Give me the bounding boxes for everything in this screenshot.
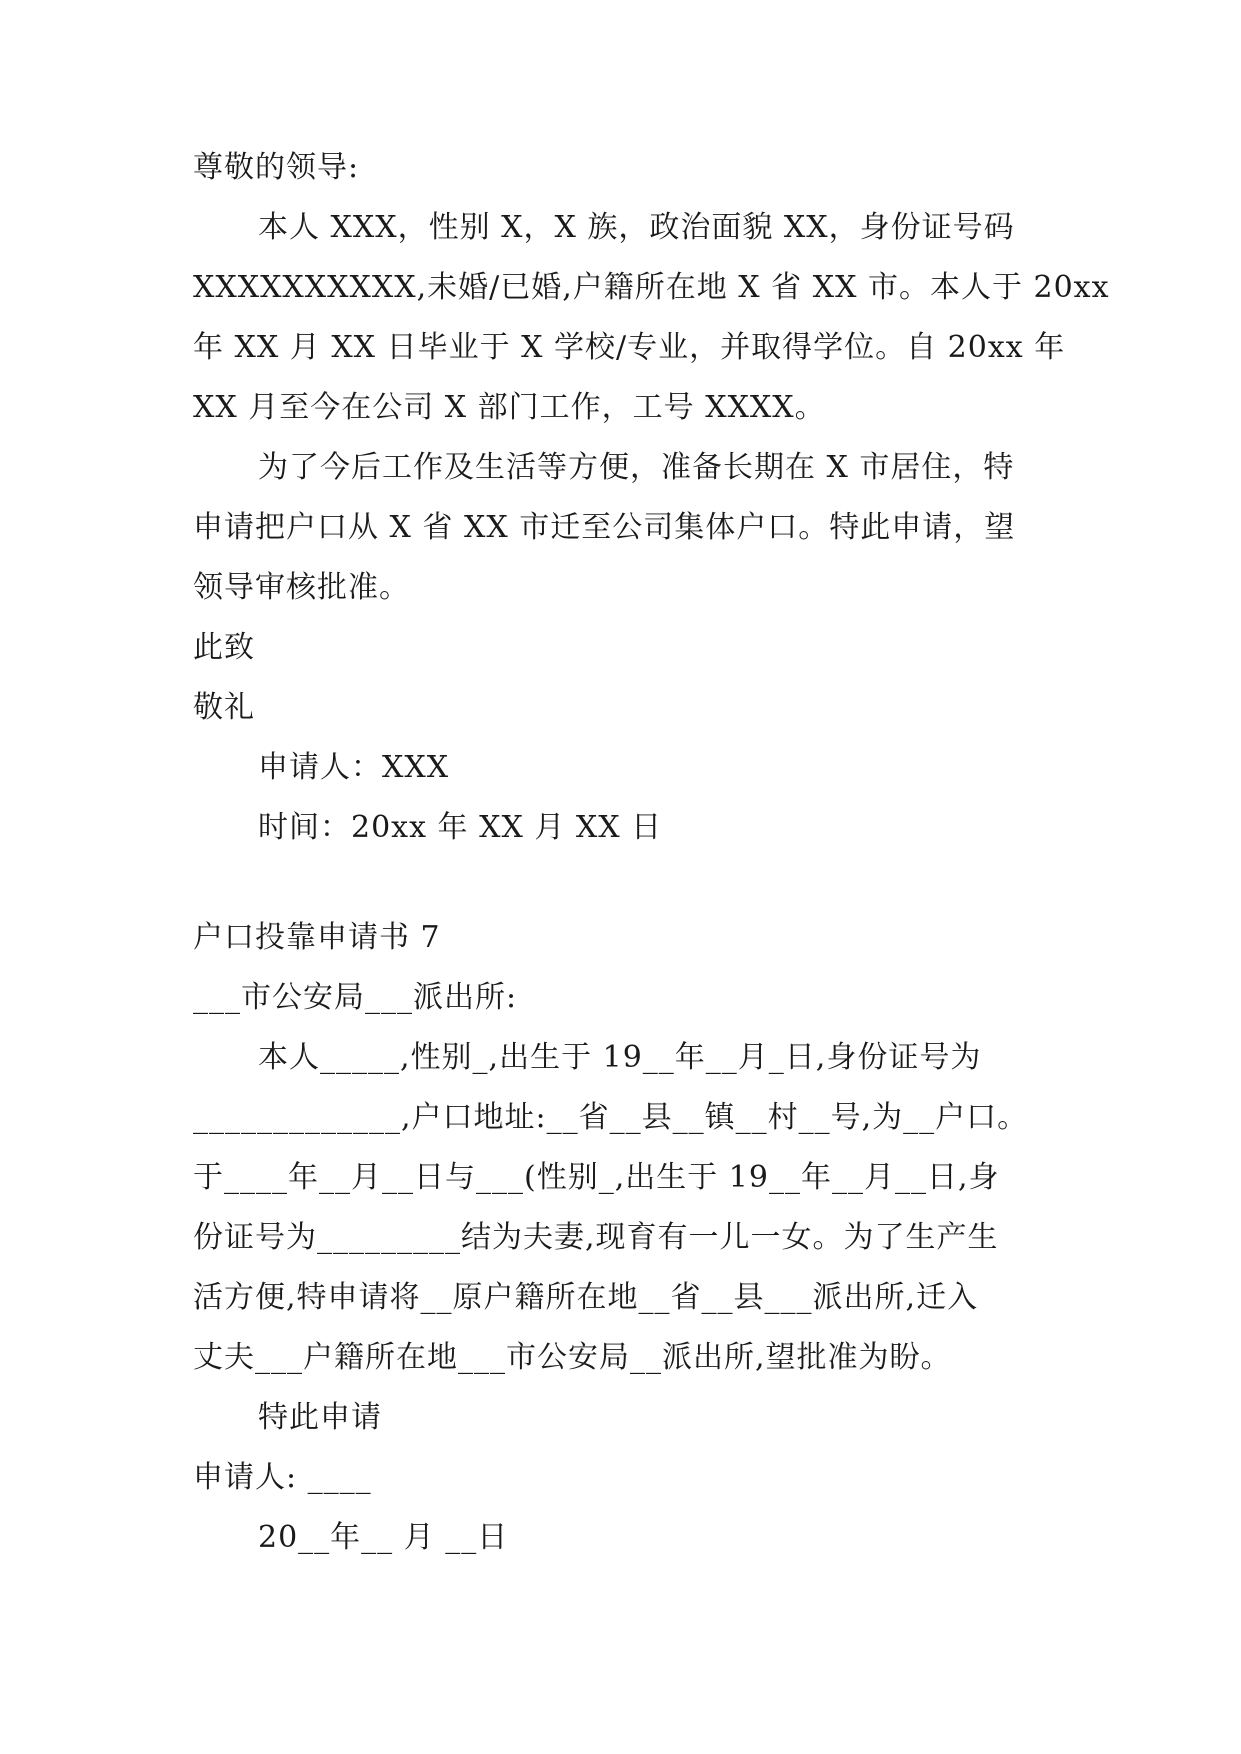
closing-line: 特此申请 — [258, 1400, 382, 1435]
applicant-line: 申请人: ____ — [193, 1460, 372, 1495]
closing-line: 此致 — [193, 630, 255, 665]
paragraph-line: _____________,户口地址:__省__县__镇__村__号,为__户口。 — [193, 1100, 1029, 1135]
applicant-line: 申请人：XXX — [258, 750, 450, 785]
addressee: ___市公安局___派出所: — [193, 980, 518, 1015]
date-line: 20__年__ 月 __日 — [258, 1520, 509, 1555]
closing-line: 敬礼 — [193, 690, 255, 725]
paragraph-line: XXXXXXXXXX,未婚/已婚,户籍所在地 X 省 XX 市。本人于 20xx — [193, 270, 1110, 305]
paragraph-line: 于____年__月__日与___(性别_,出生于 19__年__月__日,身 — [193, 1160, 1000, 1195]
date-line: 时间：20xx 年 XX 月 XX 日 — [258, 810, 663, 845]
paragraph-line: 本人_____,性别_,出生于 19__年__月_日,身份证号为 — [258, 1040, 982, 1075]
paragraph-line: 为了今后工作及生活等方便，准备长期在 X 市居住，特 — [258, 450, 1015, 485]
paragraph-line: 活方便,特申请将__原户籍所在地__省__县___派出所,迁入 — [193, 1280, 979, 1315]
paragraph-line: XX 月至今在公司 X 部门工作，工号 XXXX。 — [193, 390, 826, 425]
salutation: 尊敬的领导: — [193, 150, 360, 185]
paragraph-line: 年 XX 月 XX 日毕业于 X 学校/专业，并取得学位。自 20xx 年 — [193, 330, 1066, 365]
paragraph-line: 份证号为_________结为夫妻,现育有一儿一女。为了生产生 — [193, 1220, 999, 1255]
paragraph-line: 本人 XXX，性别 X，X 族，政治面貌 XX，身份证号码 — [258, 210, 1015, 245]
paragraph-line: 领导审核批准。 — [193, 570, 410, 605]
section-title: 户口投靠申请书 7 — [193, 920, 441, 955]
paragraph-line: 申请把户口从 X 省 XX 市迁至公司集体户口。特此申请，望 — [193, 510, 1016, 545]
paragraph-line: 丈夫___户籍所在地___市公安局__派出所,望批准为盼。 — [193, 1340, 952, 1375]
